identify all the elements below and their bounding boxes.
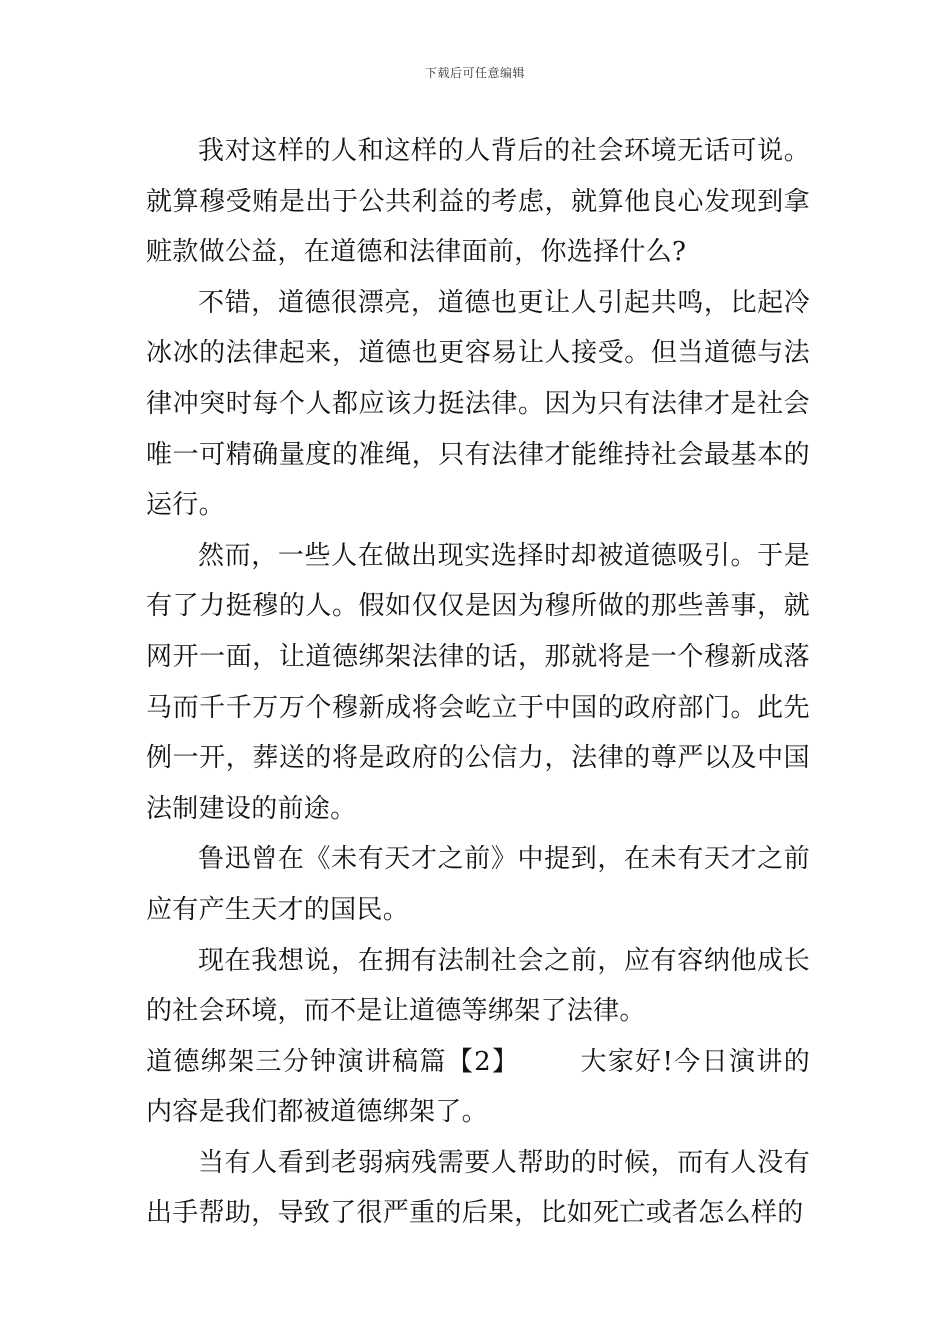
section-intro: 大家好!今日演讲的内容是我们都被道德绑架了。 <box>146 1046 810 1128</box>
section-heading-paragraph <box>146 1037 810 1138</box>
paragraph-4: 鲁迅曾在《未有天才之前》中提到，在未有天才之前应有产生天才的国民。 <box>146 844 810 925</box>
page-header: 下载后可任意编辑 <box>424 66 525 80</box>
paragraph-6: 当有人看到老弱病残需要人帮助的时候，而有人没有出手帮助，导致了很严重的后果，比如死亡或者怎么样的 <box>146 1147 810 1229</box>
paragraph-3: 然而，一些人在做出现实选择时却被道德吸引。于是有了力挺穆的人。假如仅仅是因为穆所做的那些善事，就网开一面，让道德绑架法律的话，那就将是一个穆新成落马而千千万万个穆新成将会屹立于中国的政府部门。此先例一开，葬送的将是政府的公信力，法律的尊严以及中国法制建设的前途。 <box>146 540 810 824</box>
paragraph-1: 我对这样的人和这样的人背后的社会环境无话可说。就算穆受贿是出于公共利益的考虑，就算他良心发现到拿赃款做公益，在道德和法律面前，你选择什么? <box>146 136 810 268</box>
document-body <box>146 126 810 1239</box>
section-title: 道德绑架三分钟演讲稿篇【2】 <box>146 1046 520 1077</box>
paragraph-5: 现在我想说，在拥有法制社会之前，应有容纳他成长的社会环境，而不是让道德等绑架了法律。 <box>146 945 810 1027</box>
paragraph-2: 不错，道德很漂亮，道德也更让人引起共鸣，比起冷冰冰的法律起来，道德也更容易让人接受。但当道德与法律冲突时每个人都应该力挺法律。因为只有法律才是社会唯一可精确量度的准绳，只有法律才能维持社会最基本的运行。 <box>146 287 810 521</box>
